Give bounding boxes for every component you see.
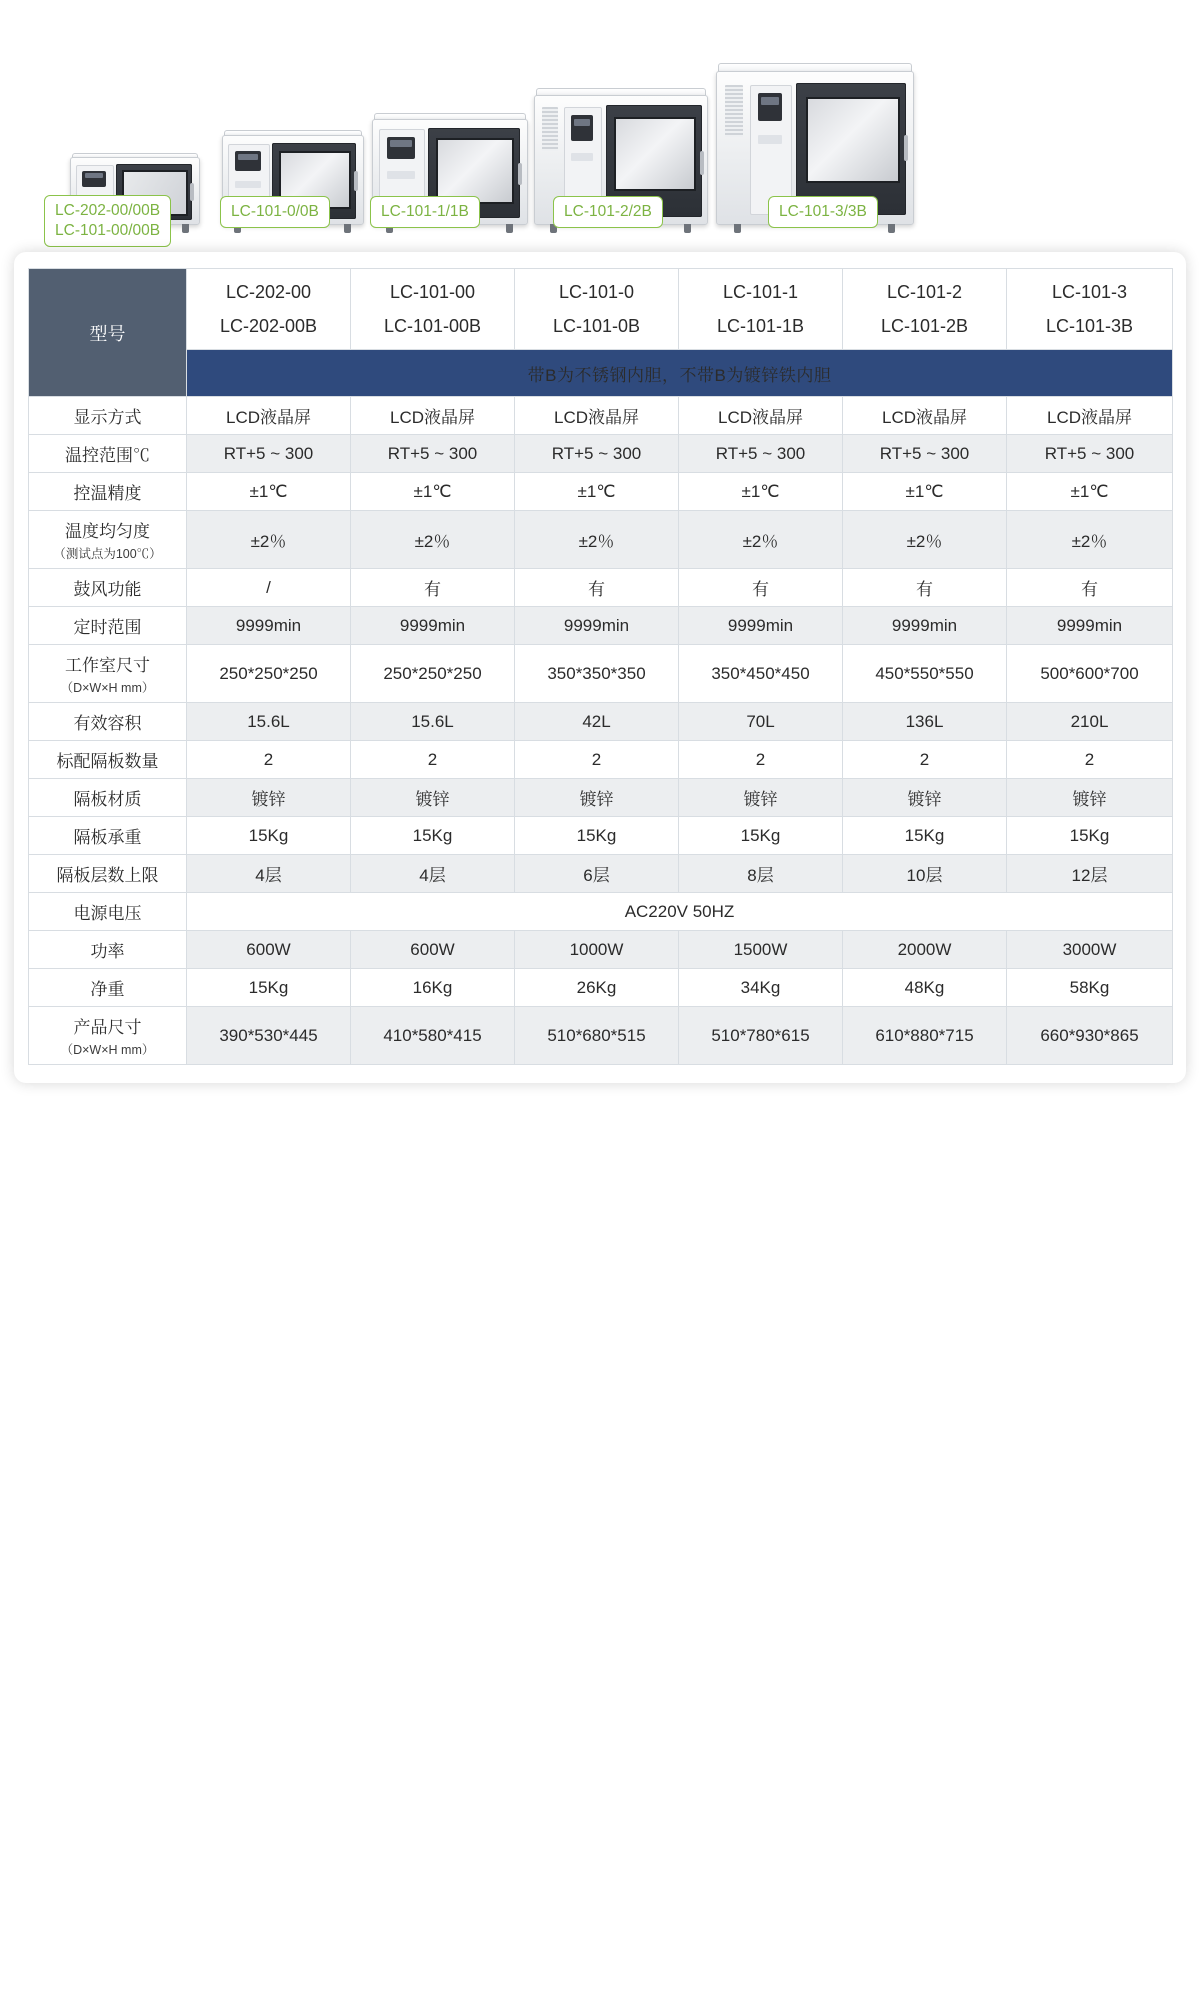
model-cell (679, 269, 843, 350)
row-value: 2 (1007, 741, 1173, 779)
row-label (29, 893, 187, 931)
row-value: ±2％ (187, 511, 351, 569)
row-value: 15.6L (351, 703, 515, 741)
row-value: 16Kg (351, 969, 515, 1007)
row-value: 有 (351, 569, 515, 607)
row-label-text: 温度均匀度 (65, 522, 150, 541)
row-label (29, 473, 187, 511)
model-top: LC-202-00 (225, 282, 312, 302)
table-row (29, 817, 1173, 855)
row-label-text: 鼓风功能 (73, 580, 142, 599)
model-bottom: LC-101-3B (1045, 316, 1134, 336)
row-value: 9999min (351, 607, 515, 645)
row-value: RT+5 ~ 300 (515, 435, 679, 473)
row-value: 10层 (843, 855, 1007, 893)
row-value: 镀锌 (1007, 779, 1173, 817)
row-value: ±1℃ (1007, 473, 1173, 511)
row-label (29, 817, 187, 855)
model-top: LC-101-0 (558, 282, 635, 302)
product-label-line1: LC-202-00/00B (55, 202, 161, 219)
row-label (29, 703, 187, 741)
row-value: / (187, 569, 351, 607)
table-row (29, 931, 1173, 969)
table-note: 带B为不锈钢内胆，不带B为镀锌铁内胆 (187, 350, 1173, 397)
table-row (29, 473, 1173, 511)
row-value: 镀锌 (515, 779, 679, 817)
model-cell (1007, 269, 1173, 350)
product-label-line2: LC-101-00/00B (55, 222, 161, 239)
row-label-sub: （D×W×H mm） (60, 681, 155, 695)
table-row (29, 969, 1173, 1007)
table-row (29, 511, 1173, 569)
table-row (29, 397, 1173, 435)
row-value: 600W (351, 931, 515, 969)
row-label-text: 净重 (90, 980, 125, 999)
row-value: 410*580*415 (351, 1007, 515, 1065)
model-cell (515, 269, 679, 350)
row-label-text: 产品尺寸 (73, 1018, 142, 1037)
row-value: 450*550*550 (843, 645, 1007, 703)
row-label (29, 645, 187, 703)
row-value: ±2％ (515, 511, 679, 569)
row-value: 350*350*350 (515, 645, 679, 703)
row-label-text: 有效容积 (73, 714, 142, 733)
row-value: 390*530*445 (187, 1007, 351, 1065)
row-label (29, 511, 187, 569)
row-value: 610*880*715 (843, 1007, 1007, 1065)
row-value: 9999min (843, 607, 1007, 645)
row-value: 9999min (515, 607, 679, 645)
row-value: LCD液晶屏 (679, 397, 843, 435)
row-value: 250*250*250 (187, 645, 351, 703)
model-bottom: LC-202-00B (219, 316, 318, 336)
row-value: 镀锌 (843, 779, 1007, 817)
row-label-text: 工作室尺寸 (65, 656, 150, 675)
row-value: 15Kg (515, 817, 679, 855)
spec-table (28, 268, 1173, 1065)
row-value: RT+5 ~ 300 (351, 435, 515, 473)
row-value: 4层 (187, 855, 351, 893)
table-row (29, 741, 1173, 779)
row-value: ±1℃ (351, 473, 515, 511)
row-value: 15Kg (1007, 817, 1173, 855)
row-value: ±1℃ (187, 473, 351, 511)
model-top: LC-101-1 (722, 282, 799, 302)
row-value: 600W (187, 931, 351, 969)
row-value: ±2％ (843, 511, 1007, 569)
row-value: LCD液晶屏 (843, 397, 1007, 435)
row-value: 2 (187, 741, 351, 779)
row-value: 26Kg (515, 969, 679, 1007)
model-bottom: LC-101-00B (383, 316, 482, 336)
row-label-text: 标配隔板数量 (56, 752, 159, 771)
row-value: 4层 (351, 855, 515, 893)
model-top: LC-101-00 (389, 282, 476, 302)
row-value: 15.6L (187, 703, 351, 741)
row-value: 1000W (515, 931, 679, 969)
model-top: LC-101-2 (886, 282, 963, 302)
row-label (29, 969, 187, 1007)
row-value: 有 (679, 569, 843, 607)
row-value: ±1℃ (843, 473, 1007, 511)
product-label-line1: LC-101-0/0B (231, 203, 319, 220)
row-label-text: 显示方式 (73, 408, 142, 427)
row-value: 58Kg (1007, 969, 1173, 1007)
row-value: ±1℃ (515, 473, 679, 511)
row-label (29, 397, 187, 435)
row-value: 15Kg (843, 817, 1007, 855)
row-value: 3000W (1007, 931, 1173, 969)
row-value: 2 (351, 741, 515, 779)
product-label-lc-202-00 (44, 195, 171, 247)
model-bottom: LC-101-2B (880, 316, 969, 336)
row-value: 42L (515, 703, 679, 741)
row-value: 2000W (843, 931, 1007, 969)
row-label (29, 855, 187, 893)
row-label (29, 931, 187, 969)
product-label-lc-101-3 (768, 196, 878, 228)
row-value: 660*930*865 (1007, 1007, 1173, 1065)
row-value: 有 (515, 569, 679, 607)
row-label (29, 779, 187, 817)
row-label (29, 1007, 187, 1065)
row-value: RT+5 ~ 300 (1007, 435, 1173, 473)
table-row (29, 855, 1173, 893)
table-header-row (29, 269, 1173, 350)
row-value: 350*450*450 (679, 645, 843, 703)
row-value: 70L (679, 703, 843, 741)
row-value: ±2％ (1007, 511, 1173, 569)
spec-table-card (14, 252, 1186, 1083)
row-value: RT+5 ~ 300 (679, 435, 843, 473)
row-value: 15Kg (187, 817, 351, 855)
row-value: LCD液晶屏 (1007, 397, 1173, 435)
row-value: 9999min (679, 607, 843, 645)
row-value-span: AC220V 50HZ (187, 893, 1173, 931)
row-value: 镀锌 (187, 779, 351, 817)
row-value: ±2％ (679, 511, 843, 569)
table-row (29, 435, 1173, 473)
table-row (29, 607, 1173, 645)
row-value: 有 (1007, 569, 1173, 607)
row-value: LCD液晶屏 (515, 397, 679, 435)
row-value: 12层 (1007, 855, 1173, 893)
row-value: RT+5 ~ 300 (187, 435, 351, 473)
row-label (29, 435, 187, 473)
row-value: 镀锌 (351, 779, 515, 817)
row-label-text: 功率 (90, 942, 125, 961)
row-label-text: 温控范围℃ (65, 446, 150, 465)
row-value: 2 (679, 741, 843, 779)
row-value: 510*780*615 (679, 1007, 843, 1065)
table-note-row (29, 350, 1173, 397)
table-row (29, 645, 1173, 703)
product-label-lc-101-2 (553, 196, 663, 228)
row-value: 有 (843, 569, 1007, 607)
row-label-text: 电源电压 (73, 904, 142, 923)
row-value: 210L (1007, 703, 1173, 741)
row-value: 34Kg (679, 969, 843, 1007)
model-cell (187, 269, 351, 350)
row-value: 250*250*250 (351, 645, 515, 703)
row-value: 镀锌 (679, 779, 843, 817)
model-label-cell: 型号 (29, 269, 187, 397)
row-label (29, 607, 187, 645)
row-label (29, 569, 187, 607)
model-top: LC-101-3 (1051, 282, 1128, 302)
product-label-line1: LC-101-2/2B (564, 203, 652, 220)
row-value: ±2％ (351, 511, 515, 569)
row-label-text: 隔板材质 (73, 790, 142, 809)
model-cell (843, 269, 1007, 350)
model-cell (351, 269, 515, 350)
row-label-sub: （D×W×H mm） (60, 1043, 155, 1057)
product-label-line1: LC-101-3/3B (779, 203, 867, 220)
row-label-sub: （测试点为100℃） (53, 547, 162, 561)
row-value: 136L (843, 703, 1007, 741)
row-value: 500*600*700 (1007, 645, 1173, 703)
row-label-text: 隔板层数上限 (56, 866, 159, 885)
row-label (29, 741, 187, 779)
table-row (29, 703, 1173, 741)
product-label-line1: LC-101-1/1B (381, 203, 469, 220)
product-label-lc-101-1 (370, 196, 480, 228)
table-row (29, 569, 1173, 607)
row-value: ±1℃ (679, 473, 843, 511)
product-label-lc-101-0 (220, 196, 330, 228)
row-value: 8层 (679, 855, 843, 893)
row-value: RT+5 ~ 300 (843, 435, 1007, 473)
table-row (29, 893, 1173, 931)
row-value: 9999min (187, 607, 351, 645)
row-label-text: 控温精度 (73, 484, 142, 503)
row-value: 2 (843, 741, 1007, 779)
row-value: LCD液晶屏 (187, 397, 351, 435)
model-bottom: LC-101-0B (552, 316, 641, 336)
row-value: LCD液晶屏 (351, 397, 515, 435)
row-value: 1500W (679, 931, 843, 969)
row-value: 15Kg (187, 969, 351, 1007)
row-value: 510*680*515 (515, 1007, 679, 1065)
row-label-text: 隔板承重 (73, 828, 142, 847)
row-value: 48Kg (843, 969, 1007, 1007)
row-value: 15Kg (351, 817, 515, 855)
table-row (29, 779, 1173, 817)
row-label-text: 定时范围 (73, 618, 142, 637)
row-value: 9999min (1007, 607, 1173, 645)
model-bottom: LC-101-1B (716, 316, 805, 336)
row-value: 6层 (515, 855, 679, 893)
row-value: 15Kg (679, 817, 843, 855)
row-value: 2 (515, 741, 679, 779)
table-row (29, 1007, 1173, 1065)
